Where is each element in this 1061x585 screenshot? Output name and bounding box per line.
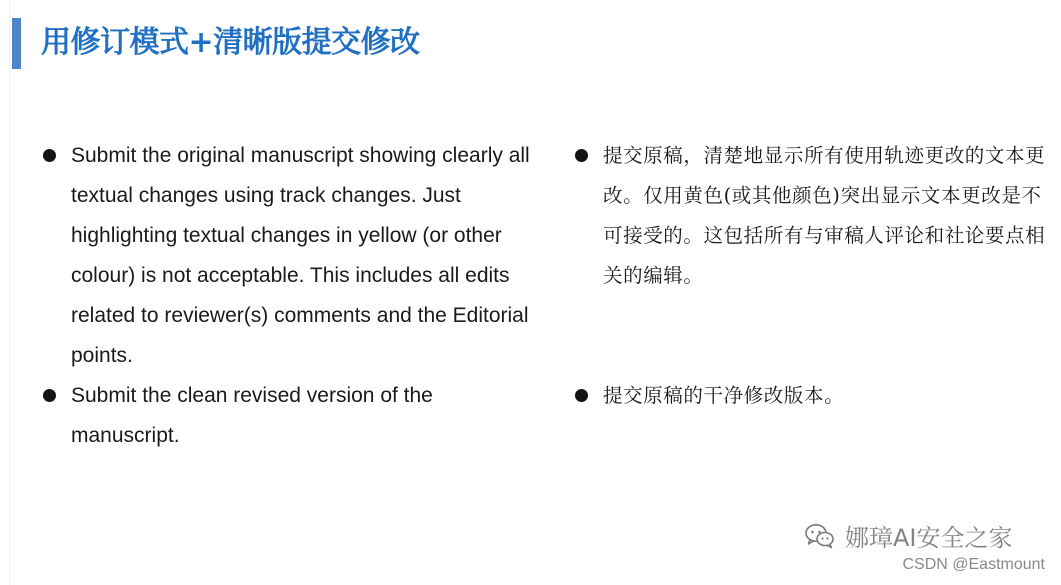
bullet-dot-icon — [43, 389, 56, 402]
english-column — [42, 136, 542, 456]
slide-title: 用修订模式+清晰版提交修改 — [41, 25, 420, 60]
english-bullet-item — [42, 136, 542, 376]
watermark-text: 娜璋AI安全之家 — [845, 524, 1013, 552]
chinese-bullet-item — [574, 376, 1052, 416]
wechat-icon — [805, 523, 835, 549]
chinese-bullet-text: 提交原稿的干净修改版本。 — [603, 384, 845, 407]
chinese-bullet-item — [574, 136, 1052, 296]
bullet-dot-icon — [575, 389, 588, 402]
title-accent-bar — [12, 18, 21, 69]
slide-left-edge-line — [9, 0, 10, 585]
chinese-column — [574, 136, 1052, 416]
english-bullet-text: Submit the original manuscript showing clearly all textual changes using track changes. Just highlighting textual changes in yellow (or other colour) is not acceptable. This includes all edits related to reviewer(s) comments and the Editorial points. — [71, 144, 530, 367]
chinese-bullet-text: 提交原稿，清楚地显示所有使用轨迹更改的文本更改。仅用黄色(或其他颜色)突出显示文本更改是不可接受的。这包括所有与审稿人评论和社论要点相关的编辑。 — [603, 144, 1046, 287]
csdn-author-label: CSDN @Eastmount — [902, 556, 1045, 573]
bullet-dot-icon — [575, 149, 588, 162]
english-bullet-text: Submit the clean revised version of the manuscript. — [71, 384, 433, 447]
bullet-dot-icon — [43, 149, 56, 162]
watermark — [805, 518, 1013, 553]
english-bullet-item — [42, 376, 542, 456]
